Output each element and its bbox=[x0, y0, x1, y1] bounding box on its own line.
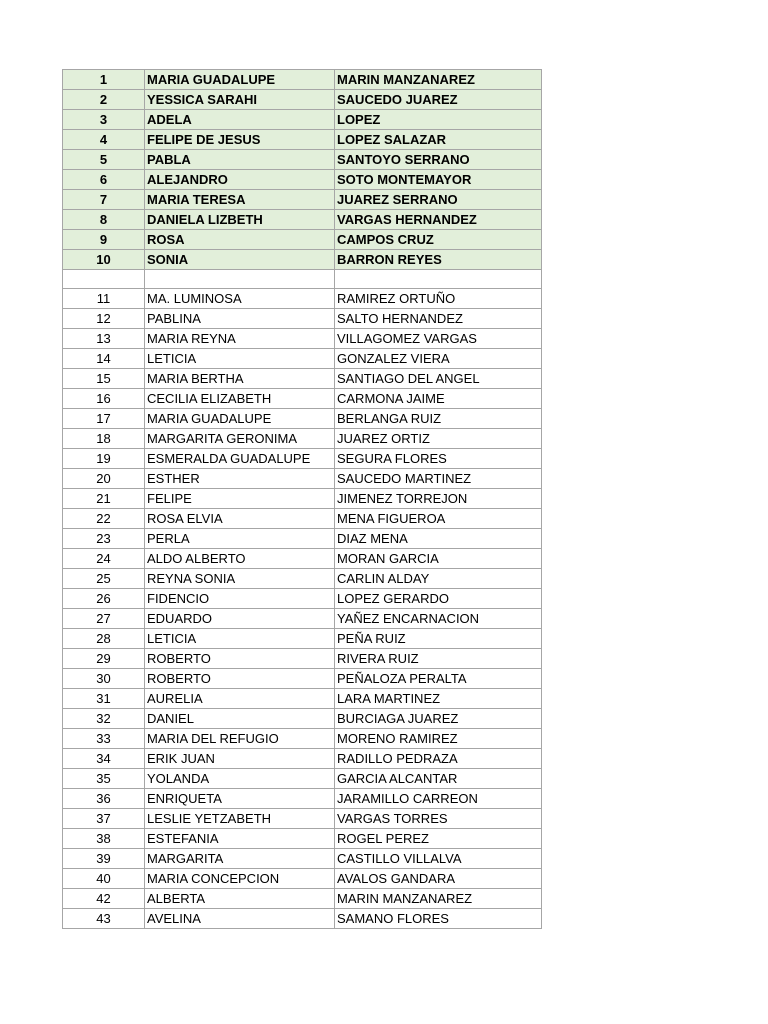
row-number-cell: 15 bbox=[63, 369, 145, 389]
first-name-cell: ROSA bbox=[145, 230, 335, 250]
name-list-body bbox=[63, 70, 542, 929]
last-name-cell: BERLANGA RUIZ bbox=[335, 409, 542, 429]
first-name-cell: AVELINA bbox=[145, 909, 335, 929]
table-row bbox=[63, 629, 542, 649]
last-name-cell: JIMENEZ TORREJON bbox=[335, 489, 542, 509]
row-number-cell: 31 bbox=[63, 689, 145, 709]
name-list-table bbox=[62, 69, 542, 929]
last-name-cell: ROGEL PEREZ bbox=[335, 829, 542, 849]
last-name-cell: LARA MARTINEZ bbox=[335, 689, 542, 709]
row-number-cell: 13 bbox=[63, 329, 145, 349]
first-name-cell: PERLA bbox=[145, 529, 335, 549]
row-number-cell: 11 bbox=[63, 289, 145, 309]
first-name-cell: ESMERALDA GUADALUPE bbox=[145, 449, 335, 469]
first-name-cell bbox=[145, 270, 335, 289]
first-name-cell: MARIA GUADALUPE bbox=[145, 70, 335, 90]
first-name-cell: FELIPE DE JESUS bbox=[145, 130, 335, 150]
first-name-cell: MARIA GUADALUPE bbox=[145, 409, 335, 429]
last-name-cell bbox=[335, 270, 542, 289]
row-number-cell: 38 bbox=[63, 829, 145, 849]
table-row bbox=[63, 250, 542, 270]
row-number-cell: 18 bbox=[63, 429, 145, 449]
first-name-cell: ALDO ALBERTO bbox=[145, 549, 335, 569]
first-name-cell: ESTEFANIA bbox=[145, 829, 335, 849]
last-name-cell: SOTO MONTEMAYOR bbox=[335, 170, 542, 190]
table-row bbox=[63, 349, 542, 369]
row-number-cell: 39 bbox=[63, 849, 145, 869]
last-name-cell: YAÑEZ ENCARNACION bbox=[335, 609, 542, 629]
table-row bbox=[63, 549, 542, 569]
first-name-cell: SONIA bbox=[145, 250, 335, 270]
first-name-cell: ROBERTO bbox=[145, 649, 335, 669]
first-name-cell: PABLINA bbox=[145, 309, 335, 329]
row-number-cell: 20 bbox=[63, 469, 145, 489]
last-name-cell: RIVERA RUIZ bbox=[335, 649, 542, 669]
last-name-cell: SEGURA FLORES bbox=[335, 449, 542, 469]
last-name-cell: MENA FIGUEROA bbox=[335, 509, 542, 529]
first-name-cell: LESLIE YETZABETH bbox=[145, 809, 335, 829]
row-number-cell: 37 bbox=[63, 809, 145, 829]
row-number-cell: 7 bbox=[63, 190, 145, 210]
table-row bbox=[63, 309, 542, 329]
table-row bbox=[63, 90, 542, 110]
table-row bbox=[63, 909, 542, 929]
first-name-cell: MARIA TERESA bbox=[145, 190, 335, 210]
row-number-cell: 4 bbox=[63, 130, 145, 150]
table-row bbox=[63, 709, 542, 729]
first-name-cell: ENRIQUETA bbox=[145, 789, 335, 809]
row-number-cell: 3 bbox=[63, 110, 145, 130]
last-name-cell: CASTILLO VILLALVA bbox=[335, 849, 542, 869]
first-name-cell: DANIEL bbox=[145, 709, 335, 729]
table-row bbox=[63, 70, 542, 90]
first-name-cell: ERIK JUAN bbox=[145, 749, 335, 769]
first-name-cell: FELIPE bbox=[145, 489, 335, 509]
row-number-cell: 28 bbox=[63, 629, 145, 649]
first-name-cell: YOLANDA bbox=[145, 769, 335, 789]
row-number-cell: 36 bbox=[63, 789, 145, 809]
table-row bbox=[63, 110, 542, 130]
table-row bbox=[63, 589, 542, 609]
table-row bbox=[63, 829, 542, 849]
table-row bbox=[63, 150, 542, 170]
table-row bbox=[63, 869, 542, 889]
row-number-cell: 22 bbox=[63, 509, 145, 529]
first-name-cell: REYNA SONIA bbox=[145, 569, 335, 589]
last-name-cell: SANTOYO SERRANO bbox=[335, 150, 542, 170]
row-number-cell: 24 bbox=[63, 549, 145, 569]
table-row bbox=[63, 409, 542, 429]
last-name-cell: PEÑALOZA PERALTA bbox=[335, 669, 542, 689]
row-number-cell: 26 bbox=[63, 589, 145, 609]
last-name-cell: PEÑA RUIZ bbox=[335, 629, 542, 649]
first-name-cell: YESSICA SARAHI bbox=[145, 90, 335, 110]
last-name-cell: MORENO RAMIREZ bbox=[335, 729, 542, 749]
row-number-cell: 40 bbox=[63, 869, 145, 889]
last-name-cell: DIAZ MENA bbox=[335, 529, 542, 549]
row-number-cell: 33 bbox=[63, 729, 145, 749]
last-name-cell: AVALOS GANDARA bbox=[335, 869, 542, 889]
last-name-cell: GONZALEZ VIERA bbox=[335, 349, 542, 369]
table-row bbox=[63, 329, 542, 349]
row-number-cell: 8 bbox=[63, 210, 145, 230]
row-number-cell: 43 bbox=[63, 909, 145, 929]
table-row bbox=[63, 429, 542, 449]
first-name-cell: LETICIA bbox=[145, 349, 335, 369]
first-name-cell: MARIA BERTHA bbox=[145, 369, 335, 389]
last-name-cell: SAUCEDO MARTINEZ bbox=[335, 469, 542, 489]
last-name-cell: JARAMILLO CARREON bbox=[335, 789, 542, 809]
table-row bbox=[63, 170, 542, 190]
table-row bbox=[63, 749, 542, 769]
row-number-cell: 5 bbox=[63, 150, 145, 170]
table-row bbox=[63, 849, 542, 869]
first-name-cell: DANIELA LIZBETH bbox=[145, 210, 335, 230]
table-row bbox=[63, 789, 542, 809]
first-name-cell: FIDENCIO bbox=[145, 589, 335, 609]
last-name-cell: SAMANO FLORES bbox=[335, 909, 542, 929]
first-name-cell: ROSA ELVIA bbox=[145, 509, 335, 529]
last-name-cell: RAMIREZ ORTUÑO bbox=[335, 289, 542, 309]
first-name-cell: CECILIA ELIZABETH bbox=[145, 389, 335, 409]
row-number-cell: 27 bbox=[63, 609, 145, 629]
table-row bbox=[63, 809, 542, 829]
first-name-cell: ALBERTA bbox=[145, 889, 335, 909]
table-row bbox=[63, 230, 542, 250]
first-name-cell: AURELIA bbox=[145, 689, 335, 709]
table-row bbox=[63, 190, 542, 210]
row-number-cell: 2 bbox=[63, 90, 145, 110]
table-row bbox=[63, 689, 542, 709]
last-name-cell: VARGAS HERNANDEZ bbox=[335, 210, 542, 230]
last-name-cell: CARMONA JAIME bbox=[335, 389, 542, 409]
last-name-cell: SANTIAGO DEL ANGEL bbox=[335, 369, 542, 389]
row-number-cell: 30 bbox=[63, 669, 145, 689]
row-number-cell: 29 bbox=[63, 649, 145, 669]
first-name-cell: PABLA bbox=[145, 150, 335, 170]
last-name-cell: BURCIAGA JUAREZ bbox=[335, 709, 542, 729]
first-name-cell: ALEJANDRO bbox=[145, 170, 335, 190]
table-row bbox=[63, 649, 542, 669]
first-name-cell: LETICIA bbox=[145, 629, 335, 649]
last-name-cell: BARRON REYES bbox=[335, 250, 542, 270]
table-row bbox=[63, 469, 542, 489]
last-name-cell: LOPEZ GERARDO bbox=[335, 589, 542, 609]
row-number-cell: 10 bbox=[63, 250, 145, 270]
table-row bbox=[63, 489, 542, 509]
table-row bbox=[63, 569, 542, 589]
table-row bbox=[63, 449, 542, 469]
first-name-cell: MARIA CONCEPCION bbox=[145, 869, 335, 889]
row-number-cell: 14 bbox=[63, 349, 145, 369]
last-name-cell: GARCIA ALCANTAR bbox=[335, 769, 542, 789]
first-name-cell: MA. LUMINOSA bbox=[145, 289, 335, 309]
row-number-cell: 25 bbox=[63, 569, 145, 589]
row-number-cell: 6 bbox=[63, 170, 145, 190]
table-row bbox=[63, 889, 542, 909]
last-name-cell: LOPEZ bbox=[335, 110, 542, 130]
last-name-cell: LOPEZ SALAZAR bbox=[335, 130, 542, 150]
first-name-cell: ROBERTO bbox=[145, 669, 335, 689]
first-name-cell: MARGARITA bbox=[145, 849, 335, 869]
last-name-cell: SAUCEDO JUAREZ bbox=[335, 90, 542, 110]
table-row bbox=[63, 210, 542, 230]
table-row bbox=[63, 529, 542, 549]
row-number-cell: 19 bbox=[63, 449, 145, 469]
table-row bbox=[63, 769, 542, 789]
row-number-cell: 32 bbox=[63, 709, 145, 729]
table-row bbox=[63, 130, 542, 150]
last-name-cell: SALTO HERNANDEZ bbox=[335, 309, 542, 329]
last-name-cell: MORAN GARCIA bbox=[335, 549, 542, 569]
row-number-cell: 23 bbox=[63, 529, 145, 549]
last-name-cell: MARIN MANZANAREZ bbox=[335, 889, 542, 909]
last-name-cell: JUAREZ ORTIZ bbox=[335, 429, 542, 449]
row-number-cell: 34 bbox=[63, 749, 145, 769]
row-number-cell: 21 bbox=[63, 489, 145, 509]
last-name-cell: RADILLO PEDRAZA bbox=[335, 749, 542, 769]
table-row bbox=[63, 289, 542, 309]
table-row bbox=[63, 669, 542, 689]
first-name-cell: MARGARITA GERONIMA bbox=[145, 429, 335, 449]
first-name-cell: ESTHER bbox=[145, 469, 335, 489]
last-name-cell: MARIN MANZANAREZ bbox=[335, 70, 542, 90]
last-name-cell: CAMPOS CRUZ bbox=[335, 230, 542, 250]
last-name-cell: VARGAS TORRES bbox=[335, 809, 542, 829]
table-row bbox=[63, 509, 542, 529]
blank-row bbox=[63, 270, 542, 289]
row-number-cell: 42 bbox=[63, 889, 145, 909]
last-name-cell: JUAREZ SERRANO bbox=[335, 190, 542, 210]
table-row bbox=[63, 389, 542, 409]
first-name-cell: MARIA REYNA bbox=[145, 329, 335, 349]
table-row bbox=[63, 729, 542, 749]
first-name-cell: ADELA bbox=[145, 110, 335, 130]
row-number-cell: 17 bbox=[63, 409, 145, 429]
row-number-cell: 9 bbox=[63, 230, 145, 250]
row-number-cell: 35 bbox=[63, 769, 145, 789]
last-name-cell: CARLIN ALDAY bbox=[335, 569, 542, 589]
row-number-cell bbox=[63, 270, 145, 289]
table-row bbox=[63, 609, 542, 629]
first-name-cell: MARIA DEL REFUGIO bbox=[145, 729, 335, 749]
last-name-cell: VILLAGOMEZ VARGAS bbox=[335, 329, 542, 349]
first-name-cell: EDUARDO bbox=[145, 609, 335, 629]
row-number-cell: 16 bbox=[63, 389, 145, 409]
row-number-cell: 12 bbox=[63, 309, 145, 329]
row-number-cell: 1 bbox=[63, 70, 145, 90]
table-row bbox=[63, 369, 542, 389]
